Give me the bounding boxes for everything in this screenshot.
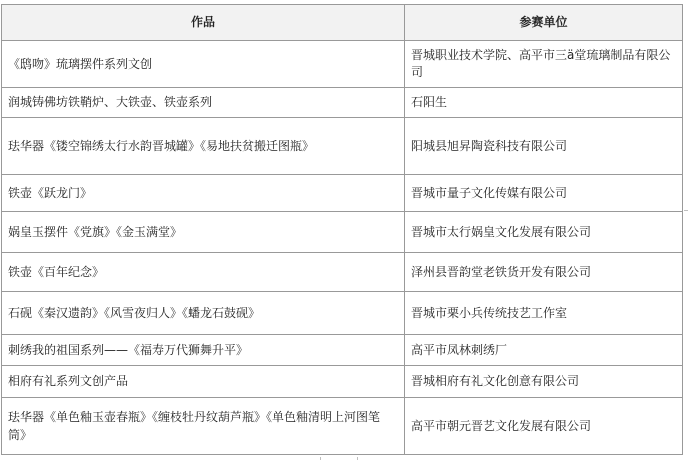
work-cell: 《鸱吻》琉璃摆件系列文创	[2, 41, 405, 87]
work-cell: 石砚《秦汉遗韵》《风雪夜归人》《蟠龙石鼓砚》	[2, 292, 405, 334]
unit-cell: 晋城相府有礼文化创意有限公司	[411, 374, 580, 388]
header-unit: 参赛单位	[519, 15, 568, 29]
table-row	[2, 212, 682, 253]
work-cell: 刺绣我的祖国系列——《福寿万代狮舞升平》	[2, 335, 405, 365]
work-cell: 铁壶《跃龙门》	[2, 175, 405, 211]
awards-table	[1, 4, 683, 455]
unit-cell: 高平市朝元晋艺文化发展有限公司	[411, 418, 592, 433]
work-cell: 珐华器《单色釉玉壶春瓶》《缠枝牡丹纹葫芦瓶》《单色釉清明上河图笔筒》	[2, 398, 405, 454]
work-cell: 润城铸佛坊铁鞘炉、大铁壶、铁壶系列	[2, 88, 405, 117]
table-row	[2, 366, 682, 398]
unit-cell: 晋城职业技术学院、高平市三ä堂琉璃制品有限公司	[411, 48, 671, 79]
unit-cell: 阳城县旭昇陶瓷科技有限公司	[411, 138, 568, 153]
table-row	[2, 335, 682, 366]
table-row	[2, 398, 682, 454]
header-work: 作品	[2, 5, 405, 40]
unit-cell: 晋城市量子文化传媒有限公司	[411, 185, 568, 200]
unit-cell: 晋城市栗小兵传统技艺工作室	[411, 305, 568, 320]
unit-cell: 泽州县晋韵堂老铁货开发有限公司	[411, 264, 592, 279]
table-row	[2, 118, 682, 175]
table-row	[2, 41, 682, 88]
unit-cell: 石阳生	[411, 95, 448, 109]
table-row	[2, 292, 682, 335]
work-cell: 相府有礼系列文创产品	[2, 366, 405, 397]
table-row	[2, 88, 682, 118]
unit-cell: 高平市凤林刺绣厂	[411, 342, 508, 357]
divider	[684, 210, 688, 211]
work-cell: 珐华器《镂空锦绣太行水韵晋城罐》《易地扶贫搬迁图瓶》	[2, 118, 405, 174]
work-cell: 娲皇玉摆件《党旗》《金玉满堂》	[2, 212, 405, 252]
unit-cell: 晋城市太行娲皇文化发展有限公司	[411, 224, 592, 239]
table-row	[2, 175, 682, 212]
work-cell: 铁壶《百年纪念》	[2, 253, 405, 291]
table-header-row	[2, 5, 682, 41]
table-row	[2, 253, 682, 292]
